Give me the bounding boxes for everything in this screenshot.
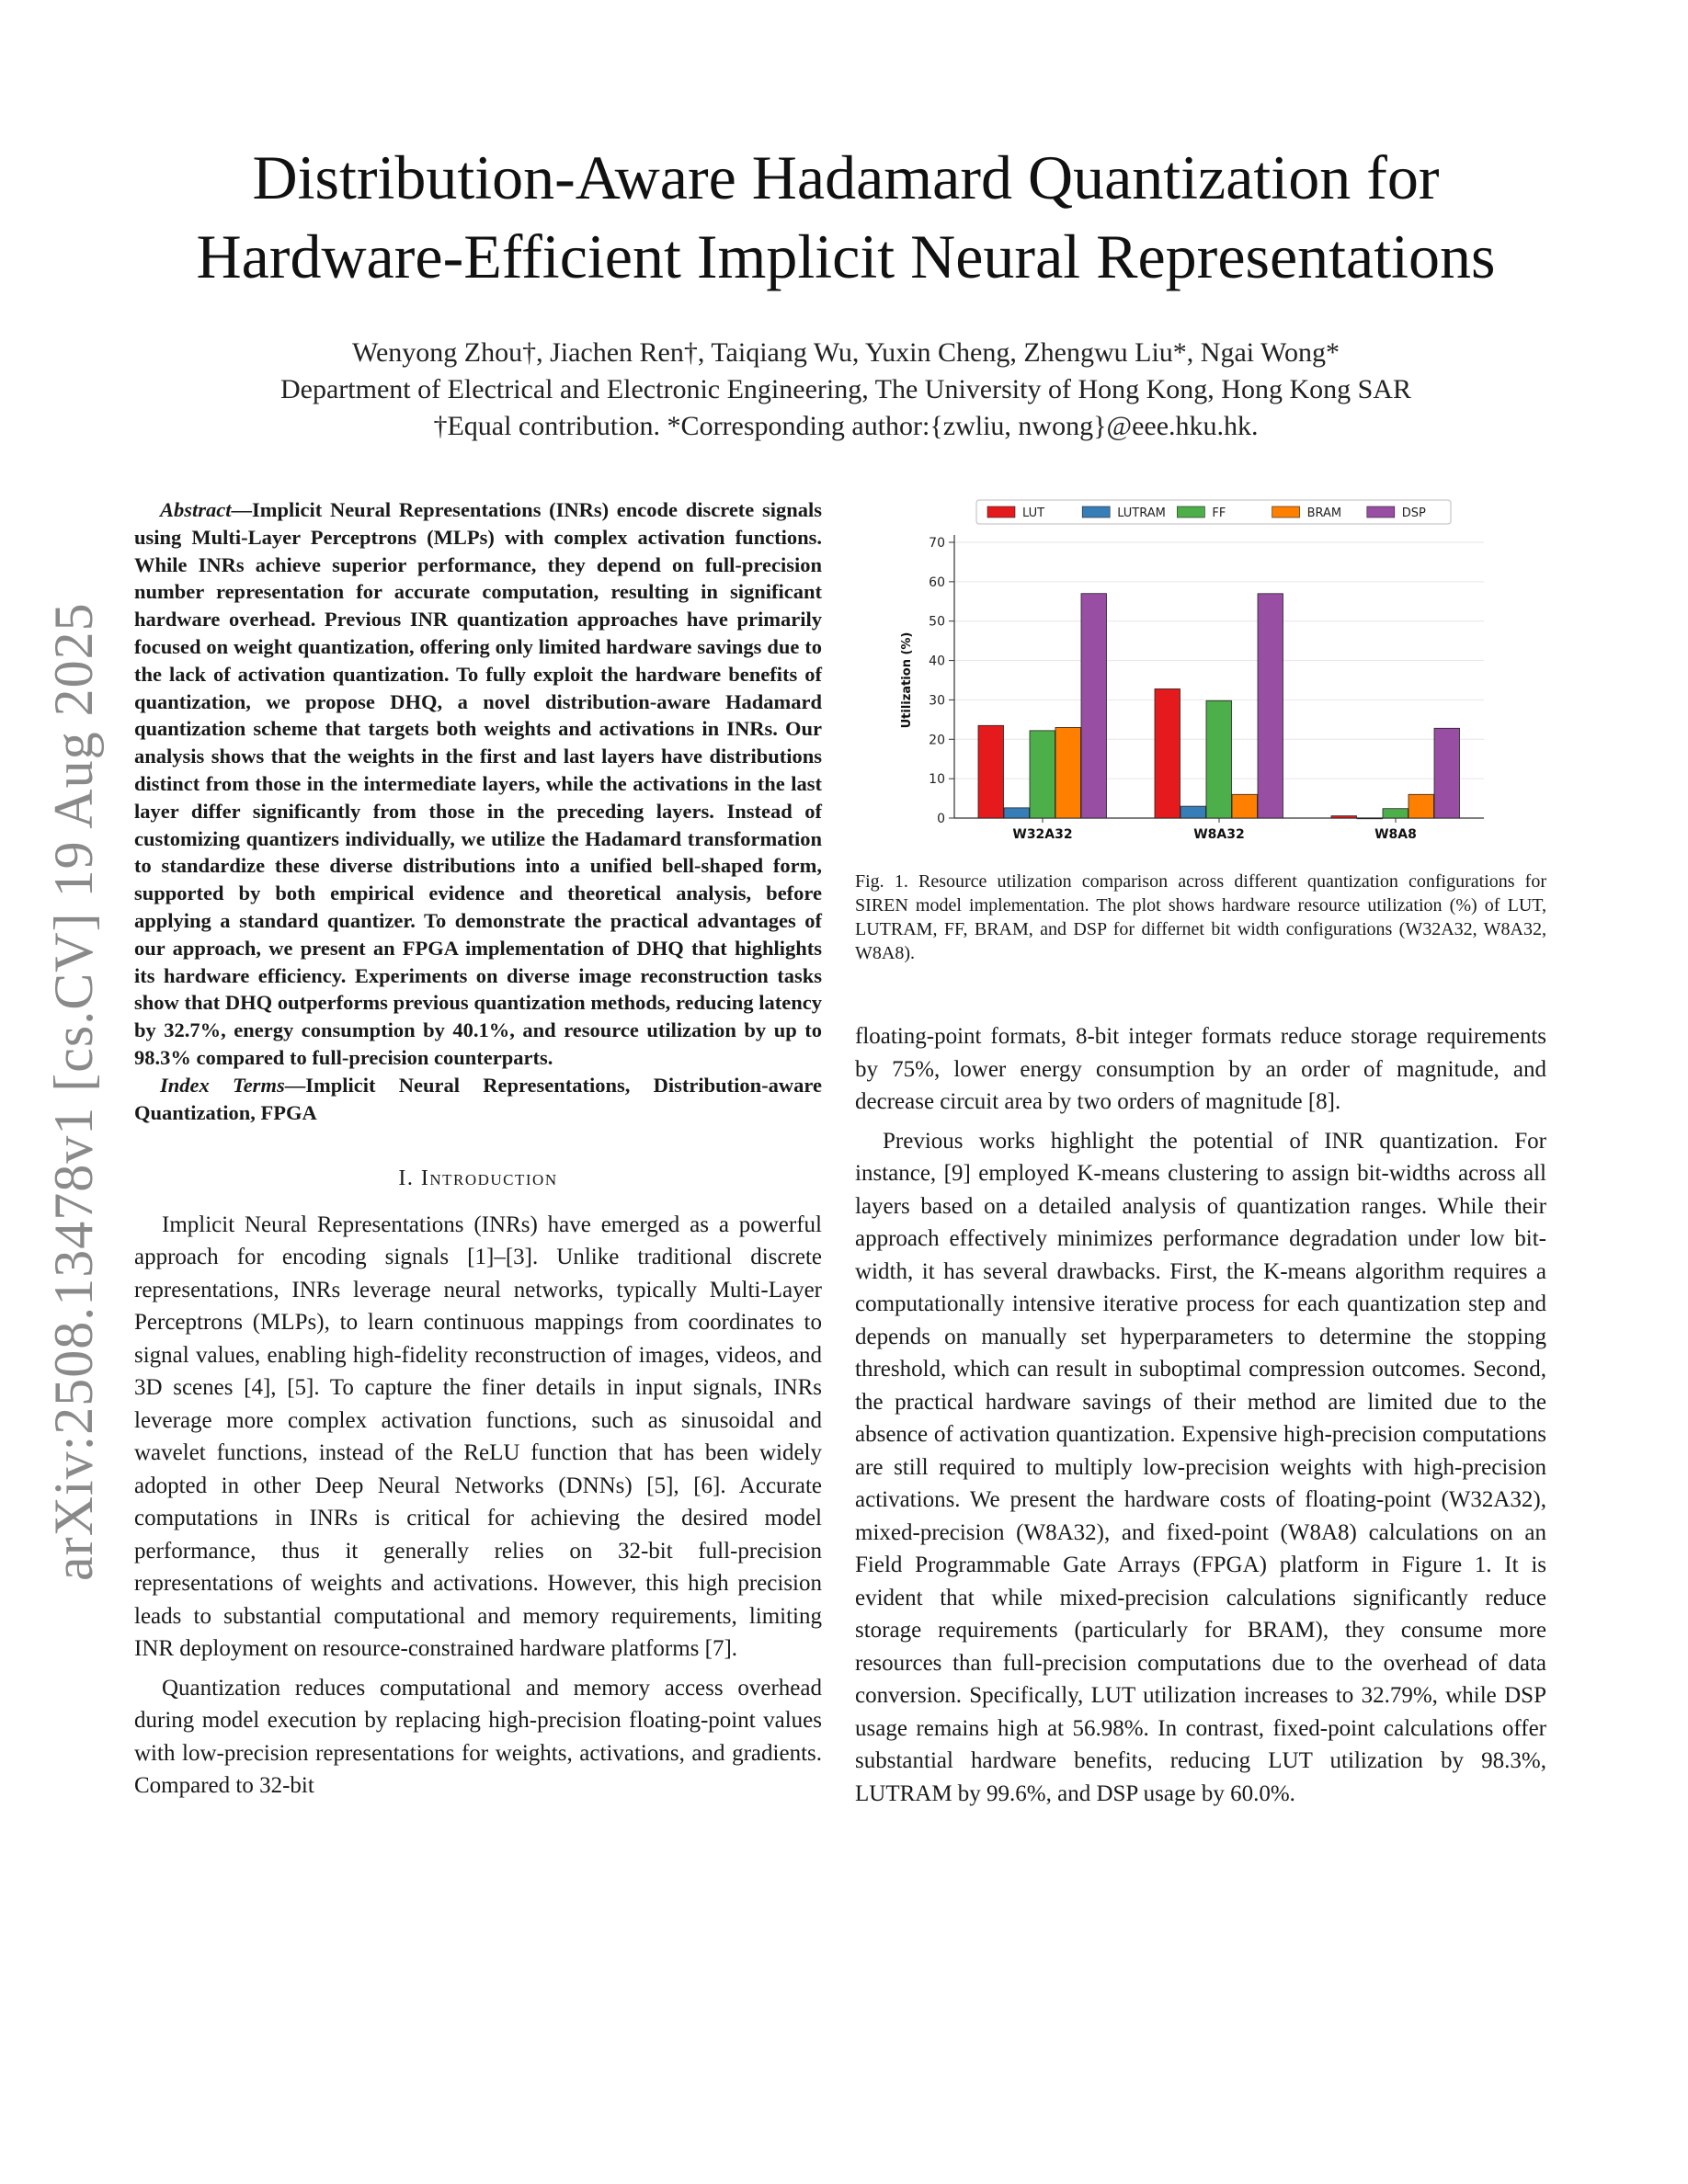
legend-swatch-lutram xyxy=(1082,506,1110,518)
y-tick-label: 10 xyxy=(929,772,945,788)
bar-ff-w8a8 xyxy=(1383,809,1409,818)
intro-paragraph-2: Quantization reduces computational and memory access overhead during model execution by replacing high-precision floating-point values with low-precision representations for weights, activations, and gradients. Compared to 32-bit xyxy=(134,1675,822,1799)
title-line-2: Hardware-Efficient Implicit Neural Representations xyxy=(196,222,1496,291)
abstract-text: —Implicit Neural Representations (INRs) encode discrete signals using Multi-Layer Perceptrons (MLPs) with complex activation functions. While INRs achieve superior performance, they depend on full-precision number representation for accurate computation, resulting in significant hardware overhead. Previous INR quantization approaches have primarily focused on weight quantization, offering only limited hardware savings due to the lack of activation quantization. To fully exploit the hardware benefits of quantization, we propose DHQ, a novel distribution-aware Hadamard quantization scheme that targets both weights and activations in INRs. Our analysis shows that the weights in the first and last layers have distributions distinct from those in the intermediate layers, while the activations in the last layer differ significantly from those in the preceding layers. Instead of customizing quantizers individually, we utilize the Hadamard transformation to standardize these diverse distributions into a unified bell-shaped form, supported by both empirical evidence and theoretical analysis, before applying a standard quantizer. To demonstrate the practical advantages of our approach, we present an FPGA implementation of DHQ that highlights its hardware efficiency. Experiments on diverse image reconstruction tasks show that DHQ outperforms previous quantization methods, reducing latency by 32.7%, energy consumption by 40.1%, and resource utilization by up to 98.3% compared to full-precision counterparts. xyxy=(134,498,822,1069)
utilization-bar-chart xyxy=(855,491,1554,859)
legend-label-bram: BRAM xyxy=(1306,506,1342,520)
paper-header xyxy=(129,138,1563,445)
y-tick-label: 0 xyxy=(937,812,945,826)
bar-lutram-w8a32 xyxy=(1180,806,1206,818)
y-tick-label: 70 xyxy=(929,536,945,551)
bar-bram-w32a32 xyxy=(1055,727,1081,818)
bar-lutram-w32a32 xyxy=(1004,808,1030,818)
intro-paragraph-2-continued: floating-point formats, 8-bit integer formats reduce storage requirements by 75%, lower energy consumption by an order of magnitude, and decrease circuit area by two orders of magnitude [8]. xyxy=(855,1024,1546,1114)
bar-lut-w32a32 xyxy=(978,725,1004,818)
section-heading-introduction: I. Introduction xyxy=(398,1166,558,1191)
author-block xyxy=(129,335,1563,445)
figure-caption: Fig. 1. Resource utilization comparison across different quantization configurations for SIREN model implementation. The plot shows hardware resource utilization (%) of LUT, LUTRAM, FF, BRAM, and DSP for differnet bit width configurations (W32A32, W8A32, W8A8). xyxy=(855,871,1546,963)
contribution-note: †Equal contribution. *Corresponding author:{zwliu, nwong}@eee.hku.hk. xyxy=(433,411,1259,441)
author-list: Wenyong Zhou†, Jiachen Ren†, Taiqiang Wu, Yuxin Cheng, Zhengwu Liu*, Ngai Wong* xyxy=(352,337,1340,368)
legend-label-ff: FF xyxy=(1212,506,1226,520)
paper-title xyxy=(129,138,1563,296)
bar-ff-w32a32 xyxy=(1030,731,1055,818)
y-tick-label: 40 xyxy=(929,654,945,669)
bar-dsp-w8a8 xyxy=(1434,728,1460,818)
title-line-1: Distribution-Aware Hadamard Quantization for xyxy=(252,142,1440,212)
bar-bram-w8a32 xyxy=(1232,794,1258,818)
legend-swatch-lut xyxy=(987,506,1015,518)
bar-lutram-w8a8 xyxy=(1357,818,1383,819)
affiliation: Department of Electrical and Electronic Engineering, The University of Hong Kong, Hong Kong SAR xyxy=(280,374,1411,404)
intro-paragraph-3: Previous works highlight the potential of INR quantization. For instance, [9] employed K-means clustering to assign bit-widths across all layers based on a detailed analysis of quantization ranges. While their approach effectively minimizes performance degradation under low bit-width, it has several drawbacks. First, the K-means algorithm requires a computationally intensive iterative process for each quantization step and depends on manually set hyperparameters to determine the stopping threshold, which can result in suboptimal compression outcomes. Second, the practical hardware savings of their method are limited due to the absence of activation quantization. Expensive high-precision computations are still required to multiply low-precision weights with high-precision activations. We present the hardware costs of floating-point (W32A32), mixed-precision (W8A32), and fixed-point (W8A8) calculations on an Field Programmable Gate Arrays (FPGA) platform in Figure 1. It is evident that while mixed-precision calculations significantly reduce storage requirements (particularly for BRAM), they consume more resources than full-precision computations due to the overhead of data conversion. Specifically, LUT utilization increases to 32.79%, while DSP usage remains high at 56.98%. In contrast, fixed-point calculations offer substantial hardware benefits, reducing LUT utilization by 98.3%, LUTRAM by 99.6%, and DSP usage by 60.0%. xyxy=(855,1128,1546,1806)
right-column xyxy=(855,1020,1546,1816)
legend-swatch-ff xyxy=(1177,506,1204,518)
abstract xyxy=(134,496,822,1072)
index-terms-text: —Implicit Neural Representations, Distribution-aware Quantization, FPGA xyxy=(134,1073,823,1124)
intro-paragraph-1: Implicit Neural Representations (INRs) have emerged as a powerful approach for encoding signals [1]–[3]. Unlike traditional discrete representations, INRs leverage neural networks, typically Multi-Layer Perceptrons (MLPs), to learn continuous mappings from coordinates to signal values, enabling high-fidelity reconstruction of images, videos, and 3D scenes [4], [5]. To capture the finer details in input signals, INRs leverage more complex activation functions, such as sinusoidal and wavelet functions, instead of the ReLU function that has been widely adopted in other Deep Neural Networks (DNNs) [5], [6]. Accurate computations in INRs is critical for achieving the desired model performance, thus it generally relies on 32-bit full-precision representations of weights and activations. However, this high precision leads to substantial computational and memory requirements, limiting INR deployment on resource-constrained hardware platforms [7]. xyxy=(134,1211,822,1662)
x-tick-label: W8A8 xyxy=(1374,827,1417,842)
y-tick-label: 30 xyxy=(929,693,945,709)
abstract-label: Abstract xyxy=(160,498,232,521)
y-tick-label: 60 xyxy=(929,574,945,590)
bar-bram-w8a8 xyxy=(1409,794,1434,818)
index-terms xyxy=(134,1072,822,1127)
legend-label-lutram: LUTRAM xyxy=(1117,506,1166,520)
x-tick-label: W8A32 xyxy=(1193,827,1245,842)
y-axis-label: Utilization (%) xyxy=(900,631,914,729)
bar-lut-w8a8 xyxy=(1331,816,1357,818)
bar-dsp-w8a32 xyxy=(1258,594,1283,818)
bar-lut-w8a32 xyxy=(1155,688,1180,818)
legend-swatch-bram xyxy=(1272,506,1300,518)
x-tick-label: W32A32 xyxy=(1012,827,1073,842)
legend-swatch-dsp xyxy=(1367,506,1395,518)
index-terms-label: Index Terms xyxy=(160,1073,285,1097)
y-tick-label: 50 xyxy=(929,614,945,630)
y-tick-label: 20 xyxy=(929,733,945,748)
legend-label-lut: LUT xyxy=(1022,506,1045,520)
legend-label-dsp: DSP xyxy=(1401,506,1426,520)
left-column xyxy=(134,496,822,1809)
arxiv-identifier: arXiv:2508.13478v1 [cs.CV] 19 Aug 2025 xyxy=(43,602,104,1581)
figure-1 xyxy=(855,491,1554,863)
bar-ff-w8a32 xyxy=(1206,700,1232,818)
bar-dsp-w32a32 xyxy=(1081,594,1107,818)
